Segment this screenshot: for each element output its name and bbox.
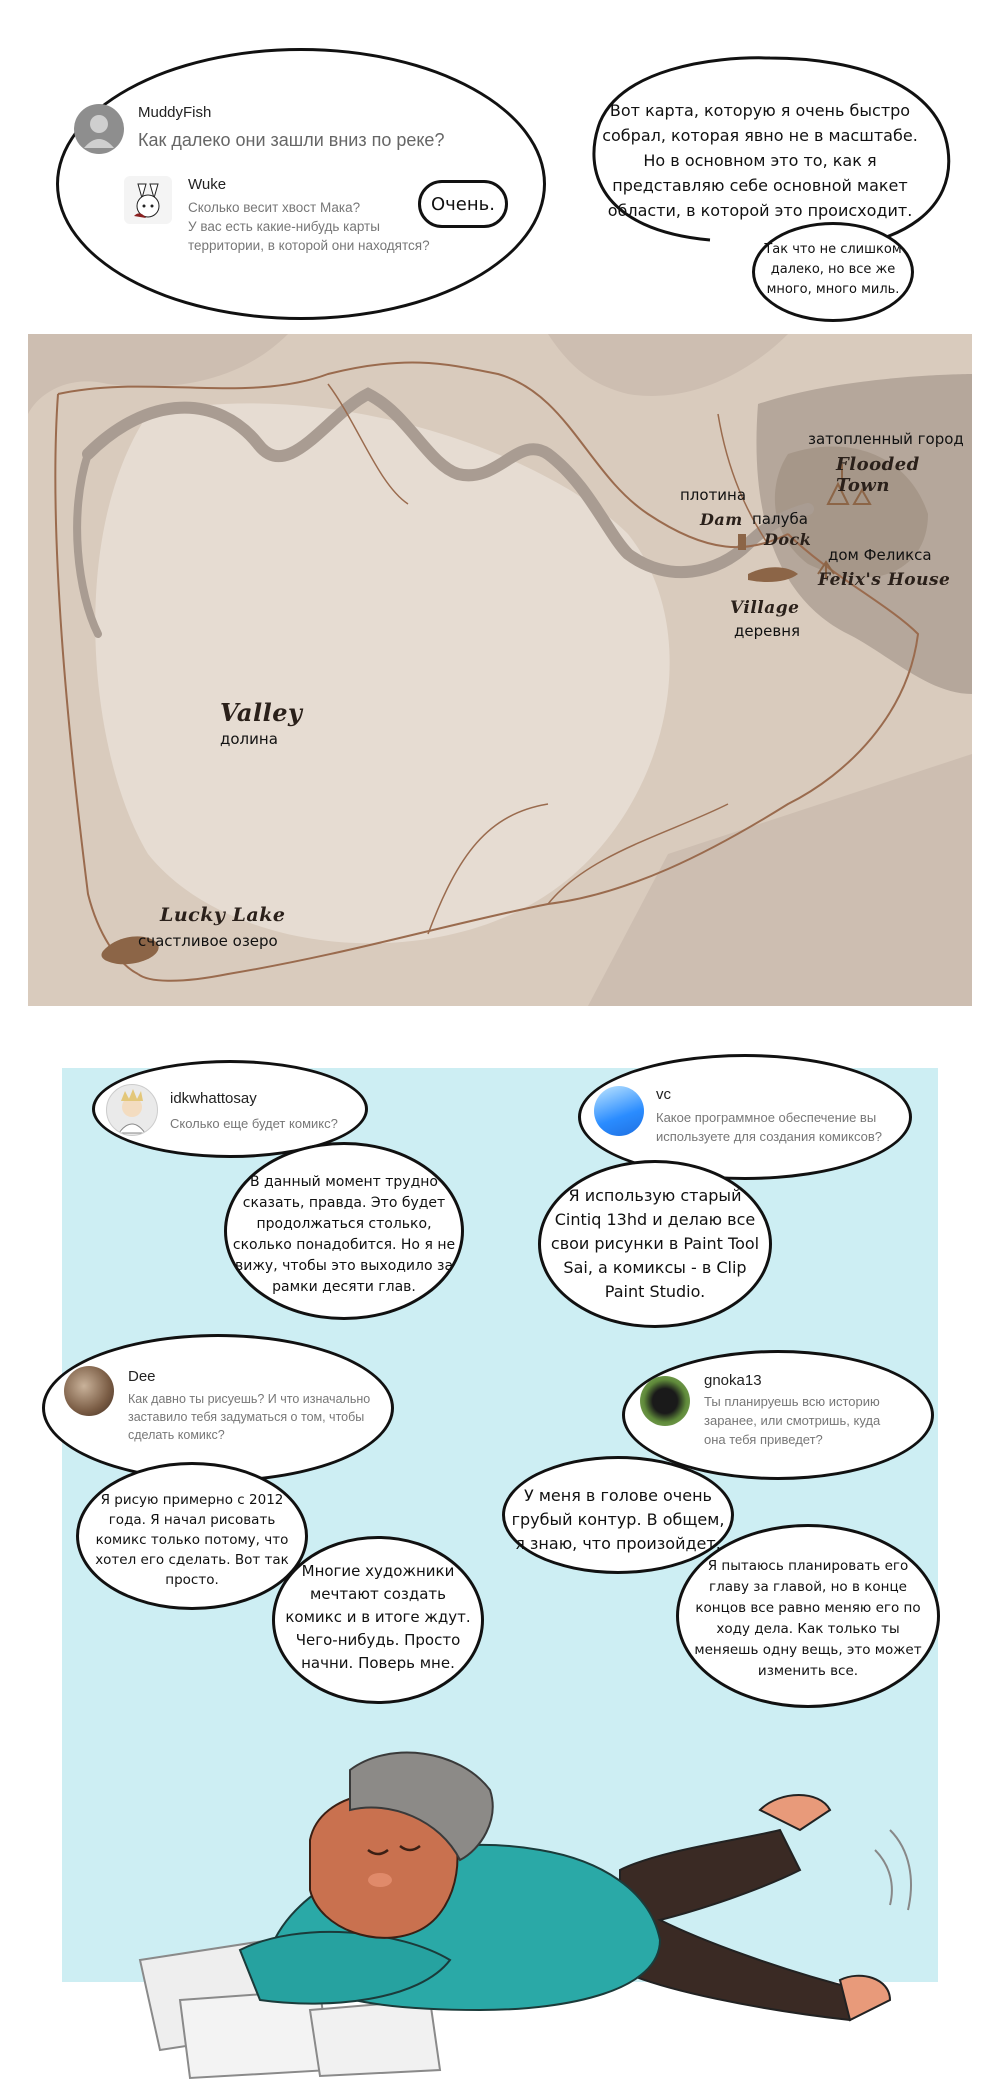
answer-line: ходу дела. Как только ты [716,1621,900,1637]
character-shoe [840,1976,890,2020]
comment-vc [656,1108,882,1146]
answer-line: Я пытаюсь планировать его [707,1558,909,1574]
explain-small-line: далеко, но все же [770,262,896,277]
answer-line: Я использую старый [568,1186,742,1205]
comment-gnoka13-line: Ты планируешь всю историю [704,1394,880,1409]
answer-line: изменить все. [757,1663,859,1679]
answer-line: комикс и в итоге ждут. [285,1608,471,1626]
answer-text-2 [540,1184,770,1304]
motion-lines [875,1850,892,1905]
avatar-gnoka13 [640,1376,690,1426]
comment-gnoka13-line: она тебя приведет? [704,1432,823,1447]
explain-line: представляю себе основной макет [612,176,908,195]
answer-line: вижу, чтобы это выходило за [234,1258,454,1274]
character-cheek [368,1873,392,1887]
answer-line: У меня в голове очень [524,1486,712,1505]
comment-vc-line: используете для создания комиксов? [656,1129,882,1144]
label-lake-ru: счастливое озеро [138,932,278,950]
answer-line: Paint Studio. [604,1282,706,1301]
answer-text-3b [274,1560,482,1675]
character-illustration [100,1700,920,2080]
label-dam-en: Dam [700,510,743,529]
comment-gnoka13 [704,1392,880,1449]
answer-line: я знаю, что произойдет. [515,1534,721,1553]
explain-small-text [752,240,914,300]
label-valley-en: Valley [220,698,303,727]
label-dam-ru: плотина [680,486,747,504]
explain-small-line: Так что не слишком [764,242,902,257]
answer-line: меняешь одну вещь, это может [694,1642,922,1658]
explain-small-line: много, много миль. [766,282,900,297]
answer-line: Sai, а комиксы - в Clip [563,1258,747,1277]
label-village-en: Village [730,598,800,618]
answer-line: сколько понадобится. Но я не [232,1237,456,1253]
question-wuke-line: Сколько весит хвост Мака? [188,200,361,215]
user-silhouette-icon [74,104,124,154]
username-vc: vc [656,1086,671,1103]
avatar-idkwhattosay [106,1084,158,1136]
comment-dee-line: сделать комикс? [128,1428,225,1442]
label-felix-en: Felix's House [818,570,951,590]
answer-line: Cintiq 13hd и делаю все [554,1210,756,1229]
answer-line: В данный момент трудно [249,1174,438,1190]
answer-line: концов все равно меняю его по [695,1600,921,1616]
answer-line: продолжаться столько, [256,1216,432,1232]
label-dock-en: Dock [764,530,812,549]
answer-line: начни. Поверь мне. [301,1654,455,1672]
answer-text-1 [228,1172,460,1298]
answer-short-text: Очень. [431,193,495,215]
answer-text-4b [678,1556,938,1682]
label-village-ru: деревня [734,622,801,640]
username-wuke: Wuke [188,176,227,193]
answer-line: мечтают создать [309,1585,446,1603]
comment-dee [128,1390,370,1444]
answer-line: Я рисую примерно с 2012 [100,1492,284,1508]
username-idkwhattosay: idkwhattosay [170,1090,257,1107]
territory-map [28,334,972,1006]
avatar-wuke [124,176,172,224]
comment-dee-line: Как давно ты рисуешь? И что изначально [128,1392,371,1406]
question-wuke-line: У вас есть какие-нибудь карты [188,219,380,234]
label-flooded-town-ru: затопленный город [808,430,964,448]
answer-text-4 [504,1484,732,1556]
answer-line: грубый контур. В общем, [511,1510,725,1529]
label-lake-en: Lucky Lake [160,904,286,926]
character-shoe [760,1795,830,1830]
avatar-dee [64,1366,114,1416]
paper-sheet [310,2000,440,2076]
answer-line: просто. [165,1572,219,1588]
answer-line: рамки десяти глав. [272,1279,416,1295]
username-dee: Dee [128,1368,156,1385]
question-muddyfish: Как далеко они зашли вниз по реке? [138,130,445,150]
motion-lines [890,1830,911,1910]
answer-text-3 [80,1490,304,1590]
explain-line: Вот карта, которую я очень быстро [609,101,911,120]
label-felix-ru: дом Феликса [828,546,932,564]
explain-text [590,98,930,223]
bunny-avatar-icon [124,176,172,224]
comment-idkwhattosay: Сколько еще будет комикс? [170,1116,338,1131]
answer-line: хотел его сделать. Вот так [95,1552,289,1568]
explain-line: области, в которой это происходит. [607,201,913,220]
character-avatar-icon [107,1085,157,1135]
answer-line: комикс только потому, что [95,1532,289,1548]
answer-line: Чего-нибудь. Просто [295,1631,461,1649]
answer-line: главу за главой, но в конце [709,1579,907,1595]
answer-line: Многие художники [301,1562,455,1580]
explain-line: Но в основном это то, как я [643,151,877,170]
comment-dee-line: заставило тебя задуматься о том, чтобы [128,1410,365,1424]
username-gnoka13: gnoka13 [704,1372,762,1389]
answer-line: свои рисунки в Paint Tool [550,1234,760,1253]
answer-line: сказать, правда. Это будет [242,1195,446,1211]
label-flooded-town-en: Flooded Town [836,454,920,496]
explain-line: собрал, которая явно не в масштабе. [602,126,918,145]
avatar-muddyfish [74,104,124,154]
avatar-vc [594,1086,644,1136]
label-dock-ru: палуба [752,510,808,528]
comment-gnoka13-line: заранее, или смотришь, куда [704,1413,881,1428]
username-muddyfish: MuddyFish [138,104,212,121]
question-wuke [188,198,430,255]
label-valley-ru: долина [220,730,278,748]
answer-line: года. Я начал рисовать [108,1512,276,1528]
question-wuke-line: территории, в которой они находятся? [188,238,430,253]
answer-short-bubble [418,180,508,228]
comment-vc-line: Какое программное обеспечение вы [656,1110,877,1125]
